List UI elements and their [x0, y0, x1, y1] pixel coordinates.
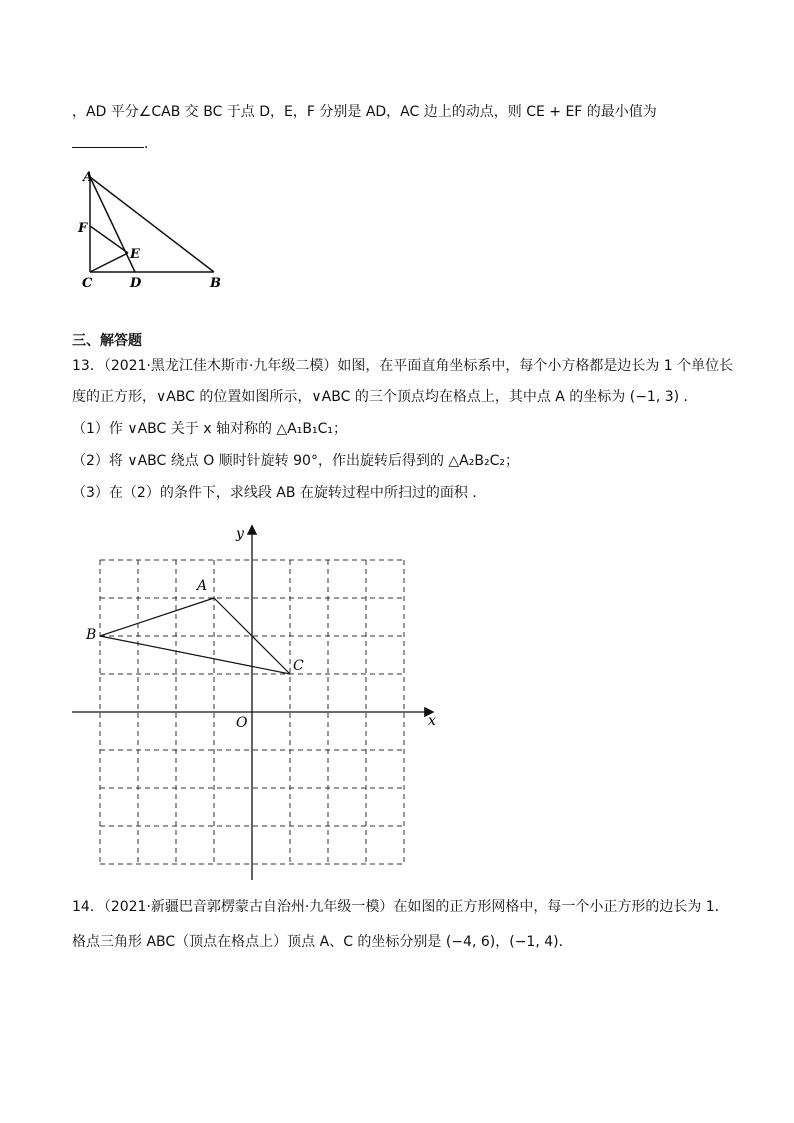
q12-line2-end: ． — [144, 136, 158, 152]
q13-coordinate-grid — [60, 515, 450, 885]
q13-sub3: （3）在（2）的条件下，求线段 AB 在旋转过程中所扫过的面积 ． — [72, 485, 487, 501]
q12-label-A: A — [83, 170, 94, 185]
axis-label-y: y — [236, 526, 244, 542]
q12-line2 — [72, 134, 158, 154]
q12-line1: ，AD 平分∠CAB 交 BC 于点 D，E，F 分别是 AD，AC 边上的动点，则 CE + EF 的最小值为 — [72, 104, 657, 120]
q13-sub2: （2）将 ∨ABC 绕点 O 顺时针旋转 90°，作出旋转后得到的 △A₂B₂C₂； — [72, 453, 519, 469]
origin-label: O — [236, 715, 248, 731]
q12-label-E: E — [130, 247, 140, 262]
q12-label-C: C — [82, 276, 93, 291]
section-title: 三、解答题 — [72, 333, 142, 349]
axis-label-x: x — [428, 713, 436, 729]
q12-label-F: F — [78, 221, 88, 236]
answer-blank[interactable] — [72, 135, 144, 148]
q12-label-B: B — [210, 276, 221, 291]
q12-label-D: D — [130, 276, 142, 291]
point-label-A: A — [197, 578, 208, 594]
q13-line1: 13．（2021·黑龙江佳木斯市·九年级二模）如图，在平面直角坐标系中，每个小方格都是边长为 1 个单位长 — [72, 358, 734, 374]
point-label-B: B — [86, 627, 97, 643]
q13-sub1: （1）作 ∨ABC 关于 x 轴对称的 △A₁B₁C₁； — [72, 421, 347, 437]
q13-line2: 度的正方形，∨ABC 的位置如图所示，∨ABC 的三个顶点均在格点上，其中点 A 的坐标为 (−1, 3) ． — [72, 389, 698, 405]
q14-line1: 14．（2021·新疆巴音郭楞蒙古自治州·九年级一模）在如图的正方形网格中，每一个小正方形的边长为 1． — [72, 899, 729, 915]
q12-triangle-figure — [70, 165, 240, 295]
q14-line2: 格点三角形 ABC（顶点在格点上）顶点 A、C 的坐标分别是 (−4, 6)，(−1, 4)． — [72, 934, 573, 950]
point-label-C: C — [293, 658, 304, 674]
